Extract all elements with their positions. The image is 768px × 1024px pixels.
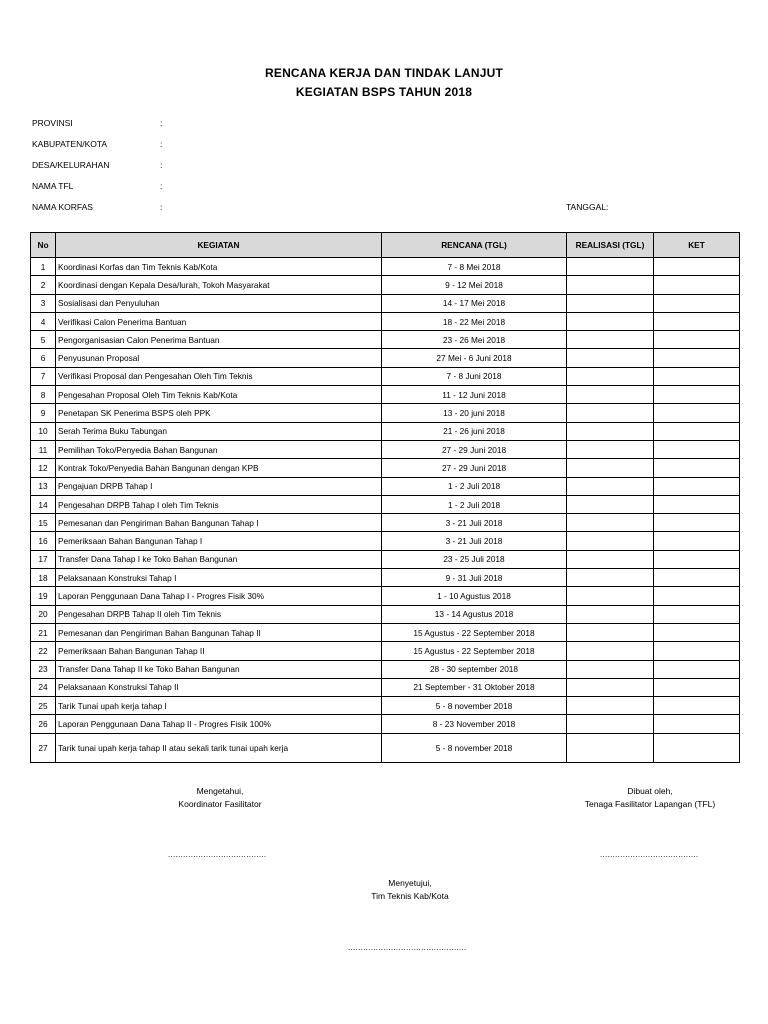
ket-cell — [654, 532, 740, 550]
realisasi-cell — [567, 312, 654, 330]
ket-cell — [654, 404, 740, 422]
signature-center-caption: Menyetujui, — [388, 878, 432, 888]
rencana-cell: 13 - 20 juni 2018 — [382, 404, 567, 422]
row-number-cell: 20 — [31, 605, 56, 623]
row-number-cell: 7 — [31, 367, 56, 385]
ket-cell — [654, 495, 740, 513]
table-row — [31, 678, 740, 696]
table-body — [31, 258, 740, 763]
row-number-cell: 6 — [31, 349, 56, 367]
realisasi-cell — [567, 623, 654, 641]
table-row — [31, 477, 740, 495]
kegiatan-cell: Pemesanan dan Pengiriman Bahan Bangunan Tahap I — [56, 514, 382, 532]
realisasi-cell — [567, 349, 654, 367]
column-header-kegiatan: KEGIATAN — [56, 233, 382, 258]
realisasi-cell — [567, 532, 654, 550]
kegiatan-cell: Penetapan SK Penerima BSPS oleh PPK — [56, 404, 382, 422]
table-row — [31, 569, 740, 587]
rencana-cell: 3 - 21 Juli 2018 — [382, 514, 567, 532]
rencana-cell: 14 - 17 Mei 2018 — [382, 294, 567, 312]
kegiatan-cell: Pemeriksaan Bahan Bangunan Tahap II — [56, 642, 382, 660]
realisasi-cell — [567, 258, 654, 276]
ket-cell — [654, 276, 740, 294]
rencana-cell: 7 - 8 Juni 2018 — [382, 367, 567, 385]
table-row — [31, 697, 740, 715]
row-number-cell: 8 — [31, 386, 56, 404]
realisasi-cell — [567, 276, 654, 294]
table-row — [31, 459, 740, 477]
ket-cell — [654, 514, 740, 532]
realisasi-cell — [567, 642, 654, 660]
row-number-cell: 1 — [31, 258, 56, 276]
signature-left-caption: Mengetahui, — [196, 786, 244, 796]
rencana-cell: 21 - 26 juni 2018 — [382, 422, 567, 440]
column-header-ket: KET — [654, 233, 740, 258]
field-label-desa: DESA/KELURAHAN — [32, 160, 110, 170]
ket-cell — [654, 587, 740, 605]
rencana-cell: 15 Agustus - 22 September 2018 — [382, 642, 567, 660]
table-row — [31, 623, 740, 641]
realisasi-cell — [567, 733, 654, 762]
field-label-provinsi: PROVINSI — [32, 118, 73, 128]
table-header-row — [31, 233, 740, 258]
kegiatan-cell: Pengesahan DRPB Tahap II oleh Tim Teknis — [56, 605, 382, 623]
table-row — [31, 642, 740, 660]
row-number-cell: 14 — [31, 495, 56, 513]
row-number-cell: 9 — [31, 404, 56, 422]
table-row — [31, 331, 740, 349]
table-row — [31, 495, 740, 513]
realisasi-cell — [567, 440, 654, 458]
signature-right-line: ....................................... — [600, 850, 699, 859]
ket-cell — [654, 258, 740, 276]
kegiatan-cell: Pemesanan dan Pengiriman Bahan Bangunan Tahap II — [56, 623, 382, 641]
kegiatan-cell: Sosialisasi dan Penyuluhan — [56, 294, 382, 312]
table-row — [31, 605, 740, 623]
rencana-cell: 3 - 21 Juli 2018 — [382, 532, 567, 550]
table-row — [31, 367, 740, 385]
activity-table — [30, 232, 740, 763]
tanggal-label: TANGGAL: — [566, 202, 609, 212]
rencana-cell: 18 - 22 Mei 2018 — [382, 312, 567, 330]
signature-left-line: ....................................... — [168, 850, 267, 859]
kegiatan-cell: Laporan Penggunaan Dana Tahap II - Progres Fisik 100% — [56, 715, 382, 733]
document-subtitle: KEGIATAN BSPS TAHUN 2018 — [295, 85, 473, 99]
field-label-nama-korfas: NAMA KORFAS — [32, 202, 93, 212]
ket-cell — [654, 605, 740, 623]
kegiatan-cell: Pengorganisasian Calon Penerima Bantuan — [56, 331, 382, 349]
ket-cell — [654, 569, 740, 587]
table-row — [31, 349, 740, 367]
rencana-cell: 7 - 8 Mei 2018 — [382, 258, 567, 276]
realisasi-cell — [567, 367, 654, 385]
kegiatan-cell: Verifikasi Calon Penerima Bantuan — [56, 312, 382, 330]
column-header-no: No — [31, 233, 56, 258]
ket-cell — [654, 440, 740, 458]
kegiatan-cell: Pemilihan Toko/Penyedia Bahan Bangunan — [56, 440, 382, 458]
rencana-cell: 13 - 14 Agustus 2018 — [382, 605, 567, 623]
kegiatan-cell: Laporan Penggunaan Dana Tahap I - Progres Fisik 30% — [56, 587, 382, 605]
table-row — [31, 312, 740, 330]
row-number-cell: 10 — [31, 422, 56, 440]
table-row — [31, 386, 740, 404]
kegiatan-cell: Tarik Tunai upah kerja tahap I — [56, 697, 382, 715]
ket-cell — [654, 331, 740, 349]
row-number-cell: 13 — [31, 477, 56, 495]
kegiatan-cell: Pelaksanaan Konstruksi Tahap I — [56, 569, 382, 587]
realisasi-cell — [567, 569, 654, 587]
realisasi-cell — [567, 587, 654, 605]
realisasi-cell — [567, 550, 654, 568]
table-row — [31, 404, 740, 422]
table-row — [31, 258, 740, 276]
row-number-cell: 24 — [31, 678, 56, 696]
rencana-cell: 1 - 10 Agustus 2018 — [382, 587, 567, 605]
field-colon: : — [160, 160, 163, 170]
ket-cell — [654, 715, 740, 733]
kegiatan-cell: Transfer Dana Tahap I ke Toko Bahan Bangunan — [56, 550, 382, 568]
table-row — [31, 440, 740, 458]
ket-cell — [654, 623, 740, 641]
table-row — [31, 532, 740, 550]
row-number-cell: 4 — [31, 312, 56, 330]
kegiatan-cell: Koordinasi Korfas dan Tim Teknis Kab/Kota — [56, 258, 382, 276]
rencana-cell: 5 - 8 november 2018 — [382, 697, 567, 715]
rencana-cell: 23 - 26 Mei 2018 — [382, 331, 567, 349]
ket-cell — [654, 733, 740, 762]
realisasi-cell — [567, 386, 654, 404]
ket-cell — [654, 697, 740, 715]
row-number-cell: 25 — [31, 697, 56, 715]
ket-cell — [654, 459, 740, 477]
row-number-cell: 2 — [31, 276, 56, 294]
rencana-cell: 28 - 30 september 2018 — [382, 660, 567, 678]
rencana-cell: 21 September - 31 Oktober 2018 — [382, 678, 567, 696]
rencana-cell: 5 - 8 november 2018 — [382, 733, 567, 762]
kegiatan-cell: Tarik tunai upah kerja tahap II atau sekali tarik tunai upah kerja — [56, 733, 382, 762]
rencana-cell: 9 - 12 Mei 2018 — [382, 276, 567, 294]
table-row — [31, 733, 740, 762]
row-number-cell: 5 — [31, 331, 56, 349]
rencana-cell: 15 Agustus - 22 September 2018 — [382, 623, 567, 641]
signature-right-caption: Dibuat oleh, — [627, 786, 673, 796]
kegiatan-cell: Verifikasi Proposal dan Pengesahan Oleh Tim Teknis — [56, 367, 382, 385]
row-number-cell: 16 — [31, 532, 56, 550]
table-row — [31, 660, 740, 678]
realisasi-cell — [567, 422, 654, 440]
rencana-cell: 8 - 23 November 2018 — [382, 715, 567, 733]
row-number-cell: 12 — [31, 459, 56, 477]
rencana-cell: 27 - 29 Juni 2018 — [382, 459, 567, 477]
signature-center-line: ............................................... — [348, 943, 467, 952]
document-title: RENCANA KERJA DAN TINDAK LANJUT — [265, 66, 503, 80]
ket-cell — [654, 422, 740, 440]
table-row — [31, 514, 740, 532]
table-row — [31, 587, 740, 605]
kegiatan-cell: Transfer Dana Tahap II ke Toko Bahan Bangunan — [56, 660, 382, 678]
row-number-cell: 15 — [31, 514, 56, 532]
row-number-cell: 11 — [31, 440, 56, 458]
realisasi-cell — [567, 514, 654, 532]
kegiatan-cell: Pengesahan Proposal Oleh Tim Teknis Kab/Kota — [56, 386, 382, 404]
rencana-cell: 27 - 29 Juni 2018 — [382, 440, 567, 458]
realisasi-cell — [567, 715, 654, 733]
row-number-cell: 22 — [31, 642, 56, 660]
column-header-realisasi: REALISASI (TGL) — [567, 233, 654, 258]
ket-cell — [654, 550, 740, 568]
row-number-cell: 19 — [31, 587, 56, 605]
rencana-cell: 23 - 25 Juli 2018 — [382, 550, 567, 568]
ket-cell — [654, 477, 740, 495]
realisasi-cell — [567, 294, 654, 312]
field-label-kabupaten: KABUPATEN/KOTA — [32, 139, 108, 149]
ket-cell — [654, 386, 740, 404]
field-colon: : — [160, 202, 163, 212]
table-row — [31, 715, 740, 733]
kegiatan-cell: Serah Terima Buku Tabungan — [56, 422, 382, 440]
realisasi-cell — [567, 660, 654, 678]
row-number-cell: 26 — [31, 715, 56, 733]
ket-cell — [654, 660, 740, 678]
row-number-cell: 18 — [31, 569, 56, 587]
realisasi-cell — [567, 477, 654, 495]
kegiatan-cell: Penyusunan Proposal — [56, 349, 382, 367]
field-label-nama-tfl: NAMA TFL — [32, 181, 74, 191]
table-row — [31, 550, 740, 568]
rencana-cell: 27 Mei - 6 Juni 2018 — [382, 349, 567, 367]
signature-center-title: Tim Teknis Kab/Kota — [371, 891, 449, 901]
column-header-rencana: RENCANA (TGL) — [382, 233, 567, 258]
rencana-cell: 9 - 31 Juli 2018 — [382, 569, 567, 587]
realisasi-cell — [567, 678, 654, 696]
ket-cell — [654, 642, 740, 660]
field-colon: : — [160, 139, 163, 149]
signature-left-title: Koordinator Fasilitator — [178, 799, 262, 809]
table-row — [31, 276, 740, 294]
realisasi-cell — [567, 331, 654, 349]
ket-cell — [654, 678, 740, 696]
ket-cell — [654, 294, 740, 312]
field-colon: : — [160, 118, 163, 128]
rencana-cell: 1 - 2 Juli 2018 — [382, 495, 567, 513]
realisasi-cell — [567, 697, 654, 715]
kegiatan-cell: Pelaksanaan Konstruksi Tahap II — [56, 678, 382, 696]
kegiatan-cell: Kontrak Toko/Penyedia Bahan Bangunan dengan KPB — [56, 459, 382, 477]
kegiatan-cell: Pengesahan DRPB Tahap I oleh Tim Teknis — [56, 495, 382, 513]
ket-cell — [654, 312, 740, 330]
realisasi-cell — [567, 495, 654, 513]
row-number-cell: 3 — [31, 294, 56, 312]
row-number-cell: 17 — [31, 550, 56, 568]
kegiatan-cell: Pemeriksaan Bahan Bangunan Tahap I — [56, 532, 382, 550]
field-colon: : — [160, 181, 163, 191]
realisasi-cell — [567, 605, 654, 623]
ket-cell — [654, 367, 740, 385]
kegiatan-cell: Koordinasi dengan Kepala Desa/lurah, Tokoh Masyarakat — [56, 276, 382, 294]
row-number-cell: 27 — [31, 733, 56, 762]
realisasi-cell — [567, 404, 654, 422]
table-row — [31, 422, 740, 440]
realisasi-cell — [567, 459, 654, 477]
table-row — [31, 294, 740, 312]
rencana-cell: 11 - 12 Juni 2018 — [382, 386, 567, 404]
row-number-cell: 23 — [31, 660, 56, 678]
kegiatan-cell: Pengajuan DRPB Tahap I — [56, 477, 382, 495]
ket-cell — [654, 349, 740, 367]
row-number-cell: 21 — [31, 623, 56, 641]
signature-right-title: Tenaga Fasilitator Lapangan (TFL) — [584, 799, 716, 809]
rencana-cell: 1 - 2 Juli 2018 — [382, 477, 567, 495]
